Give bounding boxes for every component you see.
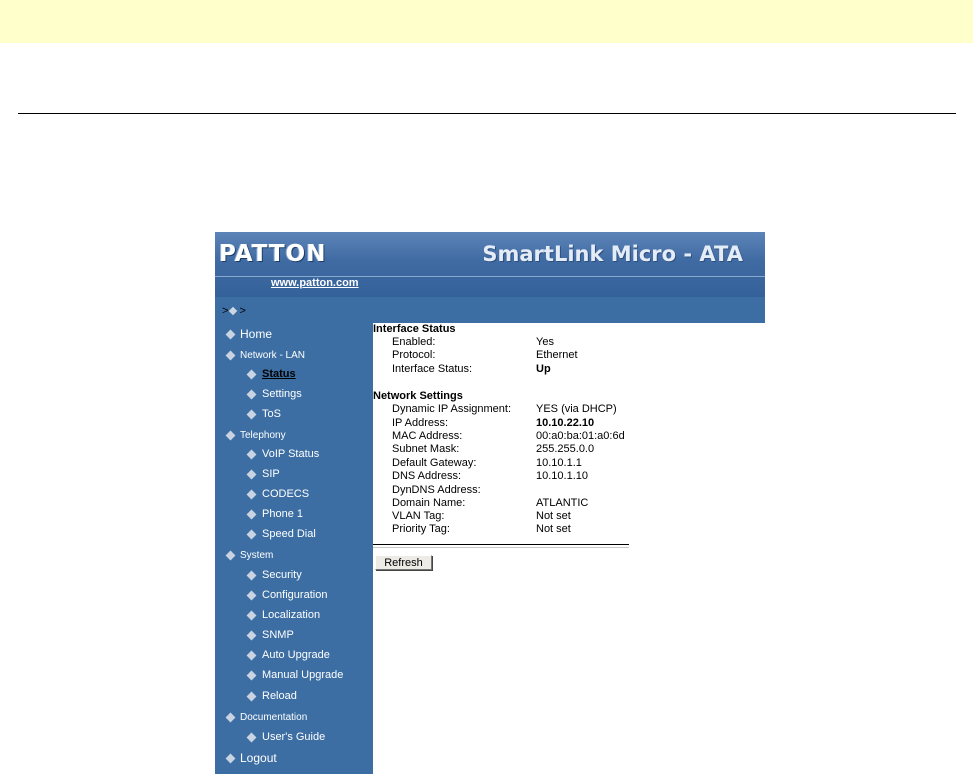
vlan-tag-label: VLAN Tag:: [392, 510, 445, 522]
nav-security-label: Security: [262, 569, 302, 581]
diamond-bullet-icon: [247, 670, 257, 680]
breadcrumb-prefix: >: [222, 305, 229, 317]
subnet-mask-row: [392, 443, 594, 455]
dynamic-ip-value: YES (via DHCP): [536, 403, 617, 415]
diamond-bullet-icon: [226, 713, 236, 723]
priority-tag-value: Not set: [536, 523, 571, 535]
dyndns-address-row: [392, 484, 536, 496]
nav-sip-label: SIP: [262, 468, 280, 480]
nav-localization-label: Localization: [262, 609, 321, 621]
protocol-row: [392, 349, 578, 361]
diamond-bullet-icon: [247, 691, 257, 701]
nav-configuration[interactable]: [248, 589, 327, 601]
breadcrumb-suffix: >: [239, 305, 246, 317]
nav-documentation[interactable]: [227, 712, 307, 723]
web-admin-screenshot: [215, 232, 765, 774]
default-gateway-label: Default Gateway:: [392, 457, 477, 469]
nav-snmp-label: SNMP: [262, 629, 294, 641]
nav-auto-upgrade[interactable]: [248, 649, 330, 661]
interface-status-label: Interface Status:: [392, 363, 473, 375]
nav-auto-upgrade-label: Auto Upgrade: [262, 649, 330, 661]
nav-phone-1[interactable]: [248, 508, 303, 520]
diamond-bullet-icon: [247, 509, 257, 519]
nav-manual-upgrade[interactable]: [248, 669, 343, 681]
website-link[interactable]: www.patton.com: [271, 277, 359, 289]
enabled-row: [392, 336, 554, 348]
diamond-bullet-icon: [247, 489, 257, 499]
nav-logout-label: Logout: [240, 751, 277, 765]
nav-users-guide-label: User's Guide: [262, 731, 326, 743]
diamond-bullet-icon: [247, 409, 257, 419]
product-title: SmartLink Micro - ATA: [482, 242, 743, 266]
domain-name-value: ATLANTIC: [536, 497, 589, 509]
default-gateway-value: 10.10.1.1: [536, 457, 582, 469]
subnet-mask-label: Subnet Mask:: [392, 443, 460, 455]
nav-sip[interactable]: [248, 468, 280, 480]
nav-users-guide[interactable]: [248, 731, 325, 743]
nav-home-label: Home: [240, 327, 273, 341]
diamond-bullet-icon: [226, 351, 236, 361]
sidebar-nav: [215, 323, 373, 774]
enabled-value: Yes: [536, 336, 554, 348]
nav-telephony[interactable]: [227, 430, 286, 441]
diamond-bullet-icon: [247, 529, 257, 539]
ip-address-row: [392, 417, 594, 429]
diamond-bullet-icon: [247, 369, 257, 379]
header-banner: [215, 232, 765, 297]
domain-name-row: [392, 497, 588, 509]
nav-speed-dial[interactable]: [248, 528, 316, 540]
ip-address-value: 10.10.22.10: [536, 417, 595, 429]
network-settings-heading: Network Settings: [373, 390, 463, 402]
patton-logo: PATTON: [219, 241, 327, 267]
nav-codecs[interactable]: [248, 488, 309, 500]
nav-tos-label: ToS: [262, 408, 281, 420]
nav-reload[interactable]: [248, 690, 297, 702]
diamond-bullet-icon: [247, 732, 257, 742]
interface-status-row: [392, 363, 551, 375]
priority-tag-label: Priority Tag:: [392, 523, 450, 535]
interface-status-value: Up: [536, 363, 551, 375]
nav-network-lan-label: Network - LAN: [240, 350, 306, 361]
page-divider: [18, 113, 956, 114]
enabled-label: Enabled:: [392, 336, 436, 348]
vlan-tag-value: Not set: [536, 510, 571, 522]
content-divider: [373, 544, 629, 548]
diamond-bullet-icon: [247, 610, 257, 620]
diamond-bullet-icon: [226, 329, 236, 339]
nav-status-label: Status: [262, 368, 296, 380]
dynamic-ip-label: Dynamic IP Assignment:: [392, 403, 512, 415]
mac-address-value: 00:a0:ba:01:a0:6d: [536, 430, 625, 442]
diamond-bullet-icon: [247, 469, 257, 479]
nav-settings[interactable]: [248, 388, 302, 400]
nav-security[interactable]: [248, 569, 302, 581]
nav-voip-status-label: VoIP Status: [262, 448, 320, 460]
status-content-panel: [373, 323, 765, 774]
nav-network-lan[interactable]: [227, 350, 305, 361]
nav-speed-dial-label: Speed Dial: [262, 528, 316, 540]
diamond-bullet-icon: [247, 389, 257, 399]
diamond-bullet-icon: [247, 650, 257, 660]
nav-logout[interactable]: [227, 751, 277, 765]
diamond-bullet-icon: [247, 570, 257, 580]
nav-manual-upgrade-label: Manual Upgrade: [262, 669, 344, 681]
diamond-bullet-icon: [247, 630, 257, 640]
vlan-tag-row: [392, 510, 571, 522]
subnet-mask-value: 255.255.0.0: [536, 443, 595, 455]
nav-voip-status[interactable]: [248, 448, 319, 460]
dns-address-label: DNS Address:: [392, 470, 462, 482]
nav-home[interactable]: [227, 327, 272, 341]
nav-system-label: System: [240, 550, 274, 561]
mac-address-row: [392, 430, 625, 442]
breadcrumb: [222, 305, 246, 317]
dns-address-value: 10.10.1.10: [536, 470, 588, 482]
domain-name-label: Domain Name:: [392, 497, 466, 509]
refresh-button[interactable]: Refresh: [375, 555, 432, 570]
top-highlight-bar: [0, 0, 973, 43]
diamond-bullet-icon: [226, 753, 236, 763]
dns-address-row: [392, 470, 588, 482]
dynamic-ip-row: [392, 403, 617, 415]
default-gateway-row: [392, 457, 582, 469]
diamond-bullet-icon: [247, 590, 257, 600]
diamond-bullet-icon: [226, 551, 236, 561]
protocol-value: Ethernet: [536, 349, 578, 361]
nav-status[interactable]: [248, 368, 296, 380]
nav-system[interactable]: [227, 550, 273, 561]
nav-documentation-label: Documentation: [240, 712, 308, 723]
nav-phone-1-label: Phone 1: [262, 508, 303, 520]
nav-snmp[interactable]: [248, 629, 294, 641]
nav-localization[interactable]: [248, 609, 320, 621]
diamond-bullet-icon: [229, 307, 237, 315]
breadcrumb-bar: [215, 297, 765, 323]
dyndns-address-label: DynDNS Address:: [392, 484, 481, 496]
nav-configuration-label: Configuration: [262, 589, 328, 601]
diamond-bullet-icon: [247, 449, 257, 459]
nav-tos[interactable]: [248, 408, 281, 420]
nav-reload-label: Reload: [262, 690, 297, 702]
nav-codecs-label: CODECS: [262, 488, 310, 500]
protocol-label: Protocol:: [392, 349, 436, 361]
interface-status-heading: Interface Status: [373, 323, 456, 335]
diamond-bullet-icon: [226, 431, 236, 441]
nav-settings-label: Settings: [262, 388, 302, 400]
mac-address-label: MAC Address:: [392, 430, 463, 442]
ip-address-label: IP Address:: [392, 417, 449, 429]
nav-telephony-label: Telephony: [240, 430, 286, 441]
priority-tag-row: [392, 523, 571, 535]
